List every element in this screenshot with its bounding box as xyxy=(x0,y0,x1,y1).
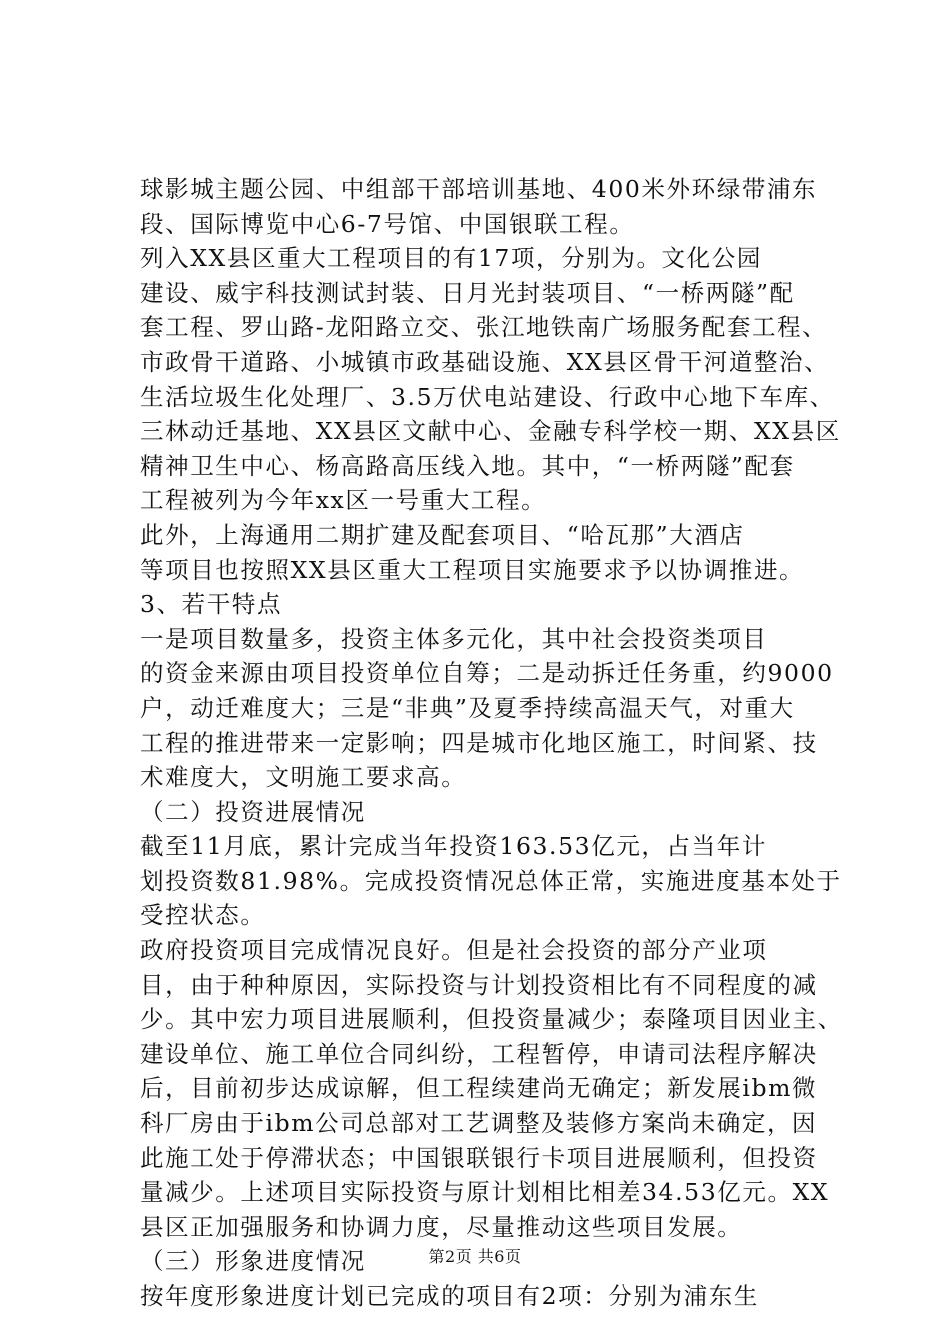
text-line: 截至11月底，累计完成当年投资163.53亿元，占当年计 xyxy=(140,832,767,861)
text-line: 三林动迁基地、XX县区文献中心、金融专科学校一期、XX县区 xyxy=(140,417,841,446)
text-line: 球影城主题公园、中组部干部培训基地、400米外环绿带浦东 xyxy=(140,175,818,203)
text-line: 建设单位、施工单位合同纠纷，工程暂停，申请司法程序解决 xyxy=(140,1039,818,1068)
text-line: 工程被列为今年xx区一号重大工程。 xyxy=(140,486,547,515)
text-line: 量减少。上述项目实际投资与原计划相比相差34.53亿元。XX xyxy=(140,1178,830,1207)
text-line: 此外，上海通用二期扩建及配套项目、“哈瓦那”大酒店 xyxy=(140,520,745,549)
text-line: 精神卫生中心、杨高路高压线入地。其中，“一桥两隧”配套 xyxy=(140,451,795,480)
page-footer: 第2页 共6页 xyxy=(428,1247,522,1266)
text-line: 目，由于种种原因，实际投资与计划投资相比有不同程度的减 xyxy=(140,970,818,999)
text-line: 划投资数81.98%。完成投资情况总体正常，实施进度基本处于 xyxy=(140,866,842,895)
text-line: 一是项目数量多，投资主体多元化，其中社会投资类项目 xyxy=(140,624,768,653)
text-line: 生活垃圾生化处理厂、3.5万伏电站建设、行政中心地下车库、 xyxy=(140,382,835,411)
text-line: 段、国际博览中心6-7号馆、中国银联工程。 xyxy=(140,209,635,238)
text-line: 受控状态。 xyxy=(140,901,266,930)
section-heading: 3、若干特点 xyxy=(140,590,283,619)
section-heading: （二）投资进展情况 xyxy=(140,797,366,826)
text-line: 科厂房由于ibm公司总部对工艺调整及装修方案尚未确定，因 xyxy=(140,1109,818,1138)
section-heading: （三）形象进度情况 xyxy=(140,1247,366,1276)
text-line: 政府投资项目完成情况良好。但是社会投资的部分产业项 xyxy=(140,936,768,965)
text-line: 此施工处于停滞状态；中国银联银行卡项目进展顺利，但投资 xyxy=(140,1143,818,1172)
text-line: 少。其中宏力项目进展顺利，但投资量减少；泰隆项目因业主、 xyxy=(140,1005,843,1034)
text-line: 市政骨干道路、小城镇市政基础设施、XX县区骨干河道整治、 xyxy=(140,347,830,376)
text-line: 术难度大，文明施工要求高。 xyxy=(140,763,467,792)
text-line: 按年度形象进度计划已完成的项目有2项：分别为浦东生 xyxy=(140,1282,759,1310)
text-line: 等项目也按照XX县区重大工程项目实施要求予以协调推进。 xyxy=(140,555,805,584)
document-body xyxy=(140,172,843,1314)
text-line: 后，目前初步达成谅解，但工程续建尚无确定；新发展ibm微 xyxy=(140,1074,818,1103)
text-line: 县区正加强服务和协调力度，尽量推动这些项目发展。 xyxy=(140,1212,743,1241)
text-line: 工程的推进带来一定影响；四是城市化地区施工，时间紧、技 xyxy=(140,728,818,757)
text-line: 户，动迁难度大；三是“非典”及夏季持续高温天气，对重大 xyxy=(140,693,795,722)
text-line: 建设、威宇科技测试封装、日月光封装项目、“一桥两隧”配 xyxy=(140,278,795,307)
text-line: 的资金来源由项目投资单位自筹；二是动拆迁任务重，约9000 xyxy=(140,659,834,688)
text-line: 列入XX县区重大工程项目的有17项，分别为。文化公园 xyxy=(140,244,762,273)
text-line: 套工程、罗山路-龙阳路立交、张江地铁南广场服务配套工程、 xyxy=(140,313,828,342)
